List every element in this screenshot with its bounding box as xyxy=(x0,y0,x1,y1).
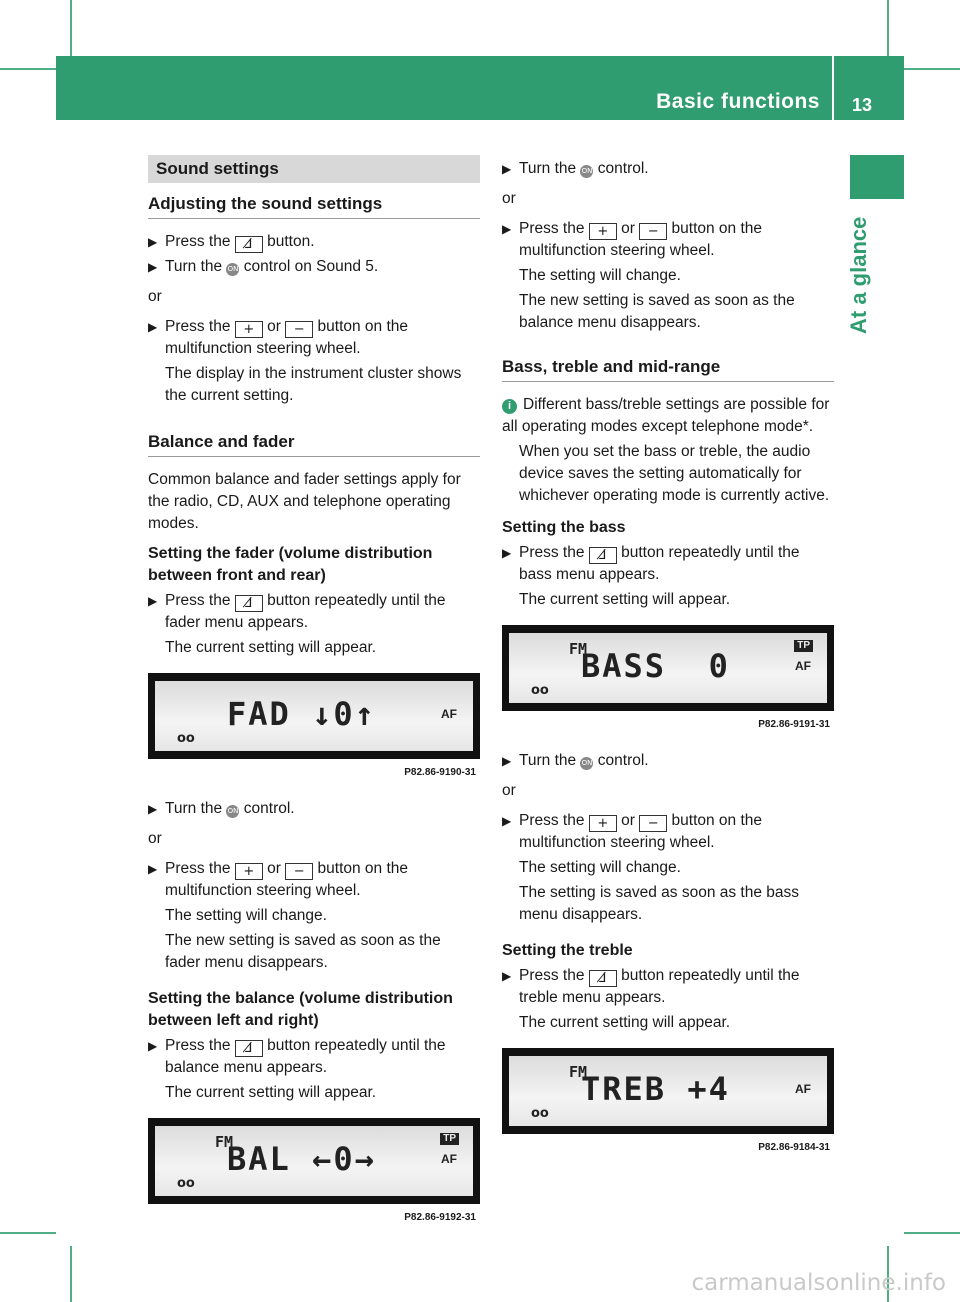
arrow-icon: ▶ xyxy=(502,222,512,236)
crop-mark xyxy=(887,0,889,56)
display-figure-treble xyxy=(502,1048,834,1134)
arrow-icon: ▶ xyxy=(148,594,158,608)
lcd-loop-icon: oo xyxy=(531,1106,549,1121)
lcd-fm: FM xyxy=(569,1063,588,1081)
or-text: or xyxy=(502,190,516,207)
text: or xyxy=(267,318,281,335)
figure-code: P82.86-9192-31 xyxy=(404,1212,476,1223)
step xyxy=(502,542,834,586)
crop-mark xyxy=(904,68,960,70)
heading-bass: Setting the bass xyxy=(502,519,626,536)
text: button repeatedly until the fader menu appears. xyxy=(165,592,446,631)
heading-adjust: Adjusting the sound settings xyxy=(148,193,480,219)
heading-fader: Setting the fader (volume distribution between front and rear) xyxy=(148,545,433,584)
arrow-icon: ▶ xyxy=(502,546,512,560)
sound-button-icon: ⅃̸ xyxy=(589,970,617,987)
lcd-af: AF xyxy=(795,659,811,673)
text: button repeatedly until the balance menu appears. xyxy=(165,1037,446,1076)
display-figure-balance xyxy=(148,1118,480,1204)
control-knob-icon: ON xyxy=(580,165,593,178)
display-figure-fader xyxy=(148,673,480,759)
lcd-loop-icon: oo xyxy=(531,683,549,698)
arrow-icon: ▶ xyxy=(502,754,512,768)
lcd-loop-icon: oo xyxy=(177,1176,195,1191)
lcd-main-text: BASS 0 xyxy=(581,647,730,685)
paragraph: Common balance and fader settings apply for the radio, CD, AUX and telephone operating modes. xyxy=(148,471,461,532)
result-text: The setting will change. xyxy=(519,859,681,876)
or-text: or xyxy=(148,830,162,847)
text: Turn the xyxy=(519,752,577,769)
lcd-main-text: TREB +4 xyxy=(581,1070,730,1108)
plus-button-icon: + xyxy=(235,321,263,338)
section-title: Sound settings xyxy=(148,155,480,183)
step xyxy=(148,798,480,820)
text: Press the xyxy=(519,967,585,984)
arrow-icon: ▶ xyxy=(148,235,158,249)
lcd-main-text: BAL ←0→ xyxy=(227,1140,376,1178)
text: Press the xyxy=(519,544,585,561)
sound-button-icon: ⅃̸ xyxy=(235,595,263,612)
right-column xyxy=(502,155,834,1159)
heading-balance: Balance and fader xyxy=(148,431,480,457)
minus-button-icon: − xyxy=(639,815,667,832)
lcd-af: AF xyxy=(441,1152,457,1166)
figure-code: P82.86-9191-31 xyxy=(758,719,830,730)
crop-mark xyxy=(70,0,72,56)
text: Turn the xyxy=(165,258,223,275)
control-knob-icon: ON xyxy=(226,263,239,276)
result-text: The current setting will appear. xyxy=(519,1014,731,1031)
sound-button-icon: ⅃̸ xyxy=(589,547,617,564)
lcd-tp: TP xyxy=(440,1133,459,1145)
step xyxy=(502,218,834,262)
arrow-icon: ▶ xyxy=(148,802,158,816)
text: Different bass/treble settings are possible for all operating modes except telephone mode*. xyxy=(502,396,830,435)
step xyxy=(148,256,480,278)
plus-button-icon: + xyxy=(589,223,617,240)
heading-treble: Setting the treble xyxy=(502,942,633,959)
text: or xyxy=(267,860,281,877)
step xyxy=(148,316,480,360)
sound-button-icon: ⅃̸ xyxy=(235,1040,263,1057)
info-icon: i xyxy=(502,399,517,414)
minus-button-icon: − xyxy=(639,223,667,240)
plus-button-icon: + xyxy=(589,815,617,832)
arrow-icon: ▶ xyxy=(502,814,512,828)
arrow-icon: ▶ xyxy=(148,1039,158,1053)
text: button on the multifunction steering wheel. xyxy=(519,220,763,259)
lcd-fm: FM xyxy=(215,1133,234,1151)
lcd-loop-icon: oo xyxy=(177,731,195,746)
result-text: The display in the instrument cluster shows the current setting. xyxy=(165,365,462,404)
crop-mark xyxy=(0,1232,56,1234)
side-label: At a glance xyxy=(846,216,871,334)
step xyxy=(502,965,834,1009)
minus-button-icon: − xyxy=(285,321,313,338)
lcd-af: AF xyxy=(795,1082,811,1096)
step xyxy=(148,231,480,253)
or-text: or xyxy=(502,782,516,799)
result-text: The new setting is saved as soon as the balance menu disappears. xyxy=(519,292,795,331)
text: Press the xyxy=(165,318,231,335)
left-column xyxy=(148,155,480,1229)
text: control. xyxy=(597,752,649,769)
result-text: The new setting is saved as soon as the fader menu disappears. xyxy=(165,932,441,971)
page-number: 13 xyxy=(852,95,873,115)
text: Press the xyxy=(165,1037,231,1054)
result-text: The setting is saved as soon as the bass menu disappears. xyxy=(519,884,800,923)
text: Press the xyxy=(519,812,585,829)
info-note xyxy=(502,394,834,438)
arrow-icon: ▶ xyxy=(502,969,512,983)
lcd-screen xyxy=(509,1056,827,1126)
text: Press the xyxy=(519,220,585,237)
header-divider xyxy=(832,56,834,120)
lcd-screen xyxy=(155,1126,473,1196)
lcd-af: AF xyxy=(441,707,457,721)
figure-code: P82.86-9184-31 xyxy=(758,1142,830,1153)
text: button repeatedly until the treble menu appears. xyxy=(519,967,800,1006)
display-figure-bass xyxy=(502,625,834,711)
lcd-fm: FM xyxy=(569,640,588,658)
lcd-tp: TP xyxy=(794,640,813,652)
text: button on the multifunction steering wheel. xyxy=(165,318,409,357)
result-text: The current setting will appear. xyxy=(165,1084,377,1101)
text: control on Sound 5. xyxy=(243,258,379,275)
page-title: Basic functions xyxy=(656,90,820,113)
text: or xyxy=(621,812,635,829)
step xyxy=(148,858,480,902)
or-text: or xyxy=(148,288,162,305)
minus-button-icon: − xyxy=(285,863,313,880)
lcd-main-text: FAD ↓0↑ xyxy=(227,695,376,733)
control-knob-icon: ON xyxy=(226,805,239,818)
control-knob-icon: ON xyxy=(580,757,593,770)
text: Press the xyxy=(165,592,231,609)
text: button repeatedly until the bass menu appears. xyxy=(519,544,800,583)
step xyxy=(148,590,480,634)
step xyxy=(502,158,834,180)
result-text: The current setting will appear. xyxy=(165,639,377,656)
crop-mark xyxy=(70,1246,72,1302)
crop-mark xyxy=(904,1232,960,1234)
text: button on the multifunction steering wheel. xyxy=(165,860,409,899)
text: control. xyxy=(597,160,649,177)
result-text: The current setting will appear. xyxy=(519,591,731,608)
result-text: The setting will change. xyxy=(519,267,681,284)
result-text: The setting will change. xyxy=(165,907,327,924)
text: button on the multifunction steering wheel. xyxy=(519,812,763,851)
arrow-icon: ▶ xyxy=(502,162,512,176)
lcd-screen xyxy=(509,633,827,703)
text: control. xyxy=(243,800,295,817)
text: Press the xyxy=(165,860,231,877)
text: Turn the xyxy=(165,800,223,817)
heading-bass-treble: Bass, treble and mid-range xyxy=(502,356,834,382)
side-tab xyxy=(850,155,904,199)
text: button. xyxy=(267,233,315,250)
lcd-screen xyxy=(155,681,473,751)
watermark[interactable]: carmanualsonline.info xyxy=(691,1270,946,1296)
arrow-icon: ▶ xyxy=(148,862,158,876)
info-note-2: When you set the bass or treble, the audio device saves the setting automatically for whichever operating mode is currently active. xyxy=(519,443,830,504)
heading-balance-setting: Setting the balance (volume distribution between left and right) xyxy=(148,990,453,1029)
crop-mark xyxy=(0,68,56,70)
plus-button-icon: + xyxy=(235,863,263,880)
arrow-icon: ▶ xyxy=(148,320,158,334)
sound-button-icon: ⅃̸ xyxy=(235,236,263,253)
text: Turn the xyxy=(519,160,577,177)
text: or xyxy=(621,220,635,237)
figure-code: P82.86-9190-31 xyxy=(404,767,476,778)
step xyxy=(502,810,834,854)
arrow-icon: ▶ xyxy=(148,260,158,274)
step xyxy=(502,750,834,772)
text: Press the xyxy=(165,233,231,250)
step xyxy=(148,1035,480,1079)
